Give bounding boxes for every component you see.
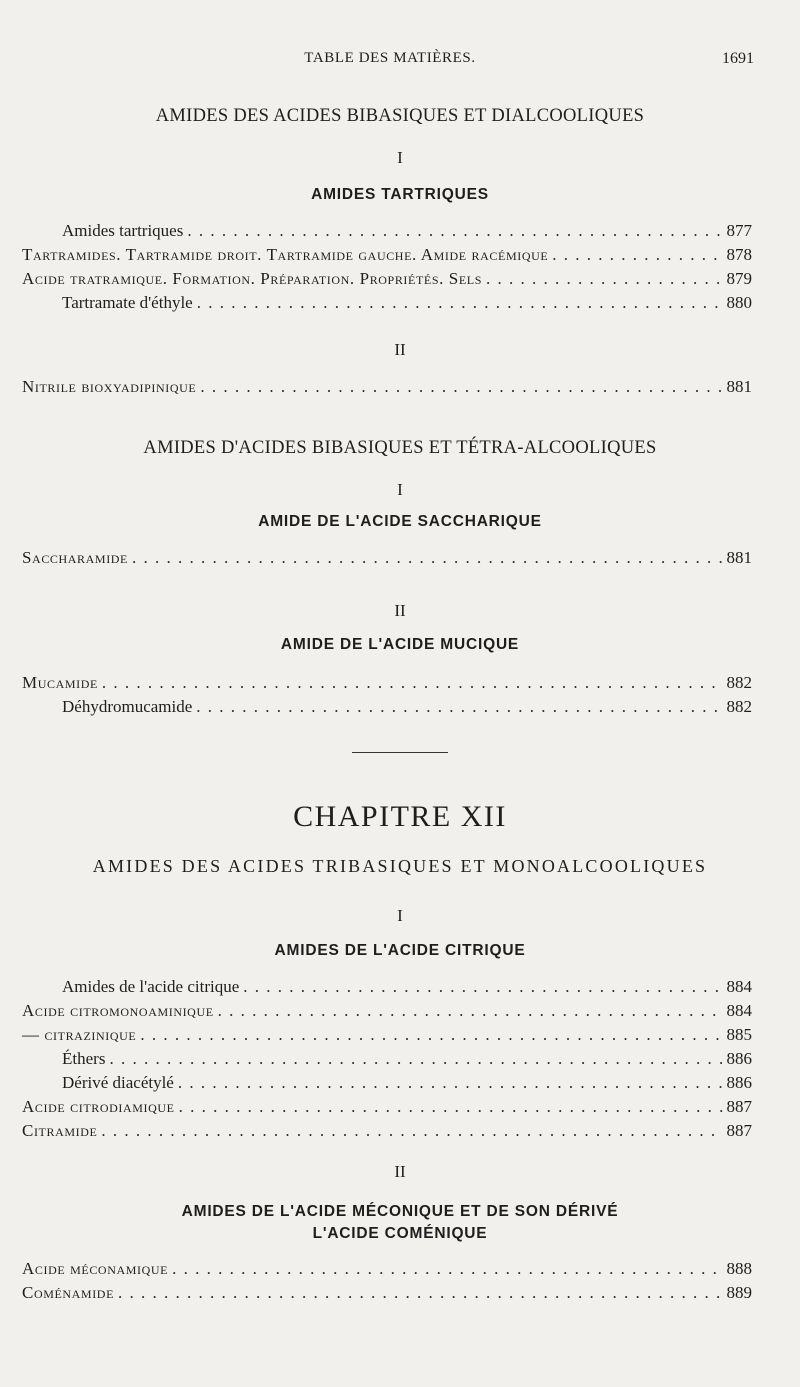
separator-rule	[352, 752, 448, 753]
section-number: II	[394, 1162, 406, 1181]
running-title: TABLE DES MATIÈRES.	[304, 50, 476, 66]
entry-label: Acide citrodiamique	[22, 1097, 175, 1116]
toc-entry	[22, 1025, 752, 1049]
section-number: II	[394, 601, 406, 620]
entry-label: Acide méconamique	[22, 1259, 169, 1278]
entry-page: 877	[726, 221, 752, 240]
toc-entry	[22, 1283, 752, 1307]
page-number: 1691	[722, 50, 754, 67]
entry-page: 882	[726, 697, 752, 716]
leader-dots	[548, 245, 722, 265]
entry-label: Déhydromucamide	[62, 697, 193, 716]
toc-entry	[62, 1049, 752, 1073]
entry-label: Dérivé diacétylé	[62, 1073, 174, 1092]
section-title: AMIDES DES ACIDES TRIBASIQUES ET MONOALCOOLIQUES	[92, 856, 708, 876]
subsection-title-continued: L'ACIDE COMÉNIQUE	[312, 1225, 488, 1242]
section-number: I	[397, 480, 403, 499]
section-number: I	[397, 148, 403, 167]
leader-dots	[105, 1049, 722, 1069]
leader-dots	[114, 1283, 723, 1303]
entry-label: Tartramides. Tartramide droit. Tartramide gauche. Amide racémique	[22, 245, 549, 264]
leader-dots	[175, 1097, 723, 1117]
entry-label: Acide citromonoaminique	[22, 1001, 214, 1020]
leader-dots	[196, 377, 722, 397]
subsection-title: AMIDE DE L'ACIDE MUCIQUE	[280, 636, 520, 653]
entry-page: 886	[726, 1073, 752, 1092]
section-title: AMIDES DES ACIDES BIBASIQUES ET DIALCOOLIQUES	[155, 106, 645, 126]
entry-label: Amides de l'acide citrique	[62, 977, 240, 996]
toc-entry	[62, 1073, 752, 1097]
leader-dots	[174, 1073, 723, 1093]
toc-entry	[22, 548, 752, 572]
entry-page: 886	[726, 1049, 752, 1068]
entry-label: Acide tratramique. Formation. Préparation. Propriétés. Sels	[22, 269, 482, 288]
entry-label: Amides tartriques	[62, 221, 184, 240]
toc-entry	[62, 977, 752, 1001]
entry-page: 880	[726, 293, 752, 312]
entry-label: — citrazinique	[22, 1025, 137, 1044]
entry-page: 879	[726, 269, 752, 288]
toc-entry	[22, 377, 752, 401]
toc-entry	[22, 245, 752, 269]
entry-page: 881	[726, 377, 752, 396]
entry-page: 885	[726, 1025, 752, 1044]
entry-page: 887	[726, 1121, 752, 1140]
leader-dots	[136, 1025, 722, 1045]
entry-page: 884	[726, 977, 752, 996]
entry-page: 889	[726, 1283, 752, 1302]
running-header	[0, 50, 800, 74]
entry-label: Saccharamide	[22, 548, 128, 567]
leader-dots	[98, 673, 723, 693]
leader-dots	[239, 977, 722, 997]
entry-page: 884	[726, 1001, 752, 1020]
leader-dots	[183, 221, 722, 241]
toc-entry	[62, 293, 752, 317]
subsection-title: AMIDES TARTRIQUES	[311, 186, 489, 203]
section-number: II	[394, 340, 406, 359]
subsection-title: AMIDE DE L'ACIDE SACCHARIQUE	[258, 513, 542, 530]
entry-label: Nitrile bioxyadipinique	[22, 377, 197, 396]
leader-dots	[214, 1001, 723, 1021]
toc-entry	[22, 1121, 752, 1145]
entry-page: 888	[726, 1259, 752, 1278]
entry-label: Éthers	[62, 1049, 106, 1068]
toc-entry	[22, 1259, 752, 1283]
entry-page: 887	[726, 1097, 752, 1116]
entry-label: Tartramate d'éthyle	[62, 293, 193, 312]
toc-entry	[62, 697, 752, 721]
subsection-title: AMIDES DE L'ACIDE CITRIQUE	[274, 942, 526, 959]
leader-dots	[128, 548, 723, 568]
entry-label: Citramide	[22, 1121, 98, 1140]
toc-entry	[22, 1001, 752, 1025]
entry-label: Mucamide	[22, 673, 98, 692]
toc-entry	[22, 269, 752, 293]
section-title: AMIDES D'ACIDES BIBASIQUES ET TÉTRA-ALCOOLIQUES	[143, 438, 657, 458]
entry-page: 882	[726, 673, 752, 692]
toc-entry	[22, 1097, 752, 1121]
toc-entry	[62, 221, 752, 245]
entry-page: 878	[726, 245, 752, 264]
entry-label: Coménamide	[22, 1283, 114, 1302]
leader-dots	[482, 269, 723, 289]
toc-entry	[22, 673, 752, 697]
chapter-title: CHAPITRE XII	[293, 800, 507, 833]
leader-dots	[192, 697, 722, 717]
subsection-title: AMIDES DE L'ACIDE MÉCONIQUE ET DE SON DÉRIVÉ	[181, 1203, 619, 1220]
leader-dots	[168, 1259, 722, 1279]
leader-dots	[193, 293, 723, 313]
leader-dots	[97, 1121, 722, 1141]
section-number: I	[397, 906, 403, 925]
entry-page: 881	[726, 548, 752, 567]
